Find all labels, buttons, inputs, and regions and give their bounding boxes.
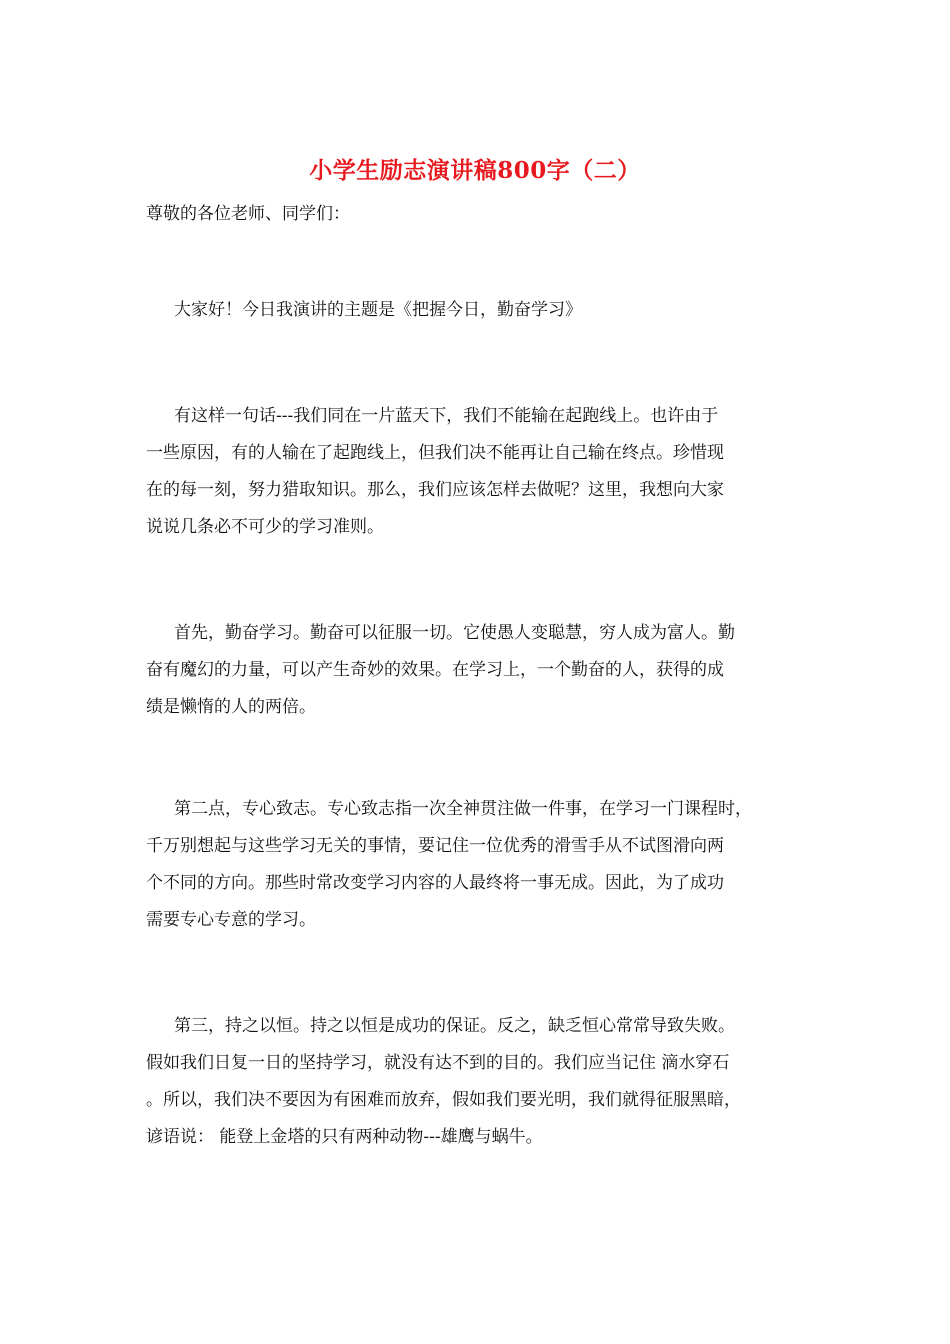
- paragraph-line: 有这样一句话---我们同在一片蓝天下，我们不能输在起跑线上。也许由于: [174, 406, 719, 426]
- paragraph-line: 第三，持之以恒。持之以恒是成功的保证。反之，缺乏恒心常常导致失败。: [174, 1016, 735, 1036]
- paragraph-greeting: [146, 292, 806, 329]
- paragraph-line: 在的每一刻，努力猎取知识。那么，我们应该怎样去做呢？这里，我想向大家: [146, 480, 724, 500]
- paragraph-point-three: [146, 1008, 806, 1156]
- paragraph-line: 谚语说： 能登上金塔的只有两种动物---雄鹰与蜗牛。: [146, 1127, 543, 1147]
- paragraph-point-two: [146, 791, 806, 939]
- paragraph-line: 绩是懒惰的人的两倍。: [146, 697, 316, 717]
- paragraph-line: 千万别想起与这些学习无关的事情，要记住一位优秀的滑雪手从不试图滑向两: [146, 836, 724, 856]
- paragraph-line: 个不同的方向。那些时常改变学习内容的人最终将一事无成。因此，为了成功: [146, 873, 724, 893]
- paragraph-line: 首先，勤奋学习。勤奋可以征服一切。它使愚人变聪慧，穷人成为富人。勤: [174, 623, 735, 643]
- paragraph-intro: [146, 398, 806, 546]
- paragraph-point-one: [146, 615, 806, 726]
- paragraph-line: 。所以，我们决不要因为有困难而放弃，假如我们要光明，我们就得征服黑暗，: [146, 1090, 741, 1110]
- paragraph-line: 第二点，专心致志。专心致志指一次全神贯注做一件事，在学习一门课程时，: [174, 799, 752, 819]
- paragraph-line: 假如我们日复一日的坚持学习，就没有达不到的目的。我们应当记住 滴水穿石: [146, 1053, 730, 1073]
- paragraph-line: 说说几条必不可少的学习准则。: [146, 517, 384, 537]
- paragraph-line: 大家好！今日我演讲的主题是《把握今日，勤奋学习》: [174, 300, 582, 320]
- salutation: 尊敬的各位老师、同学们：: [146, 204, 350, 224]
- paragraph-line: 一些原因，有的人输在了起跑线上，但我们决不能再让自己输在终点。珍惜现: [146, 443, 724, 463]
- paragraph-line: 奋有魔幻的力量，可以产生奇妙的效果。在学习上，一个勤奋的人，获得的成: [146, 660, 724, 680]
- paragraph-line: 需要专心专意的学习。: [146, 910, 316, 930]
- document-title: 小学生励志演讲稿800字（二）: [309, 157, 641, 184]
